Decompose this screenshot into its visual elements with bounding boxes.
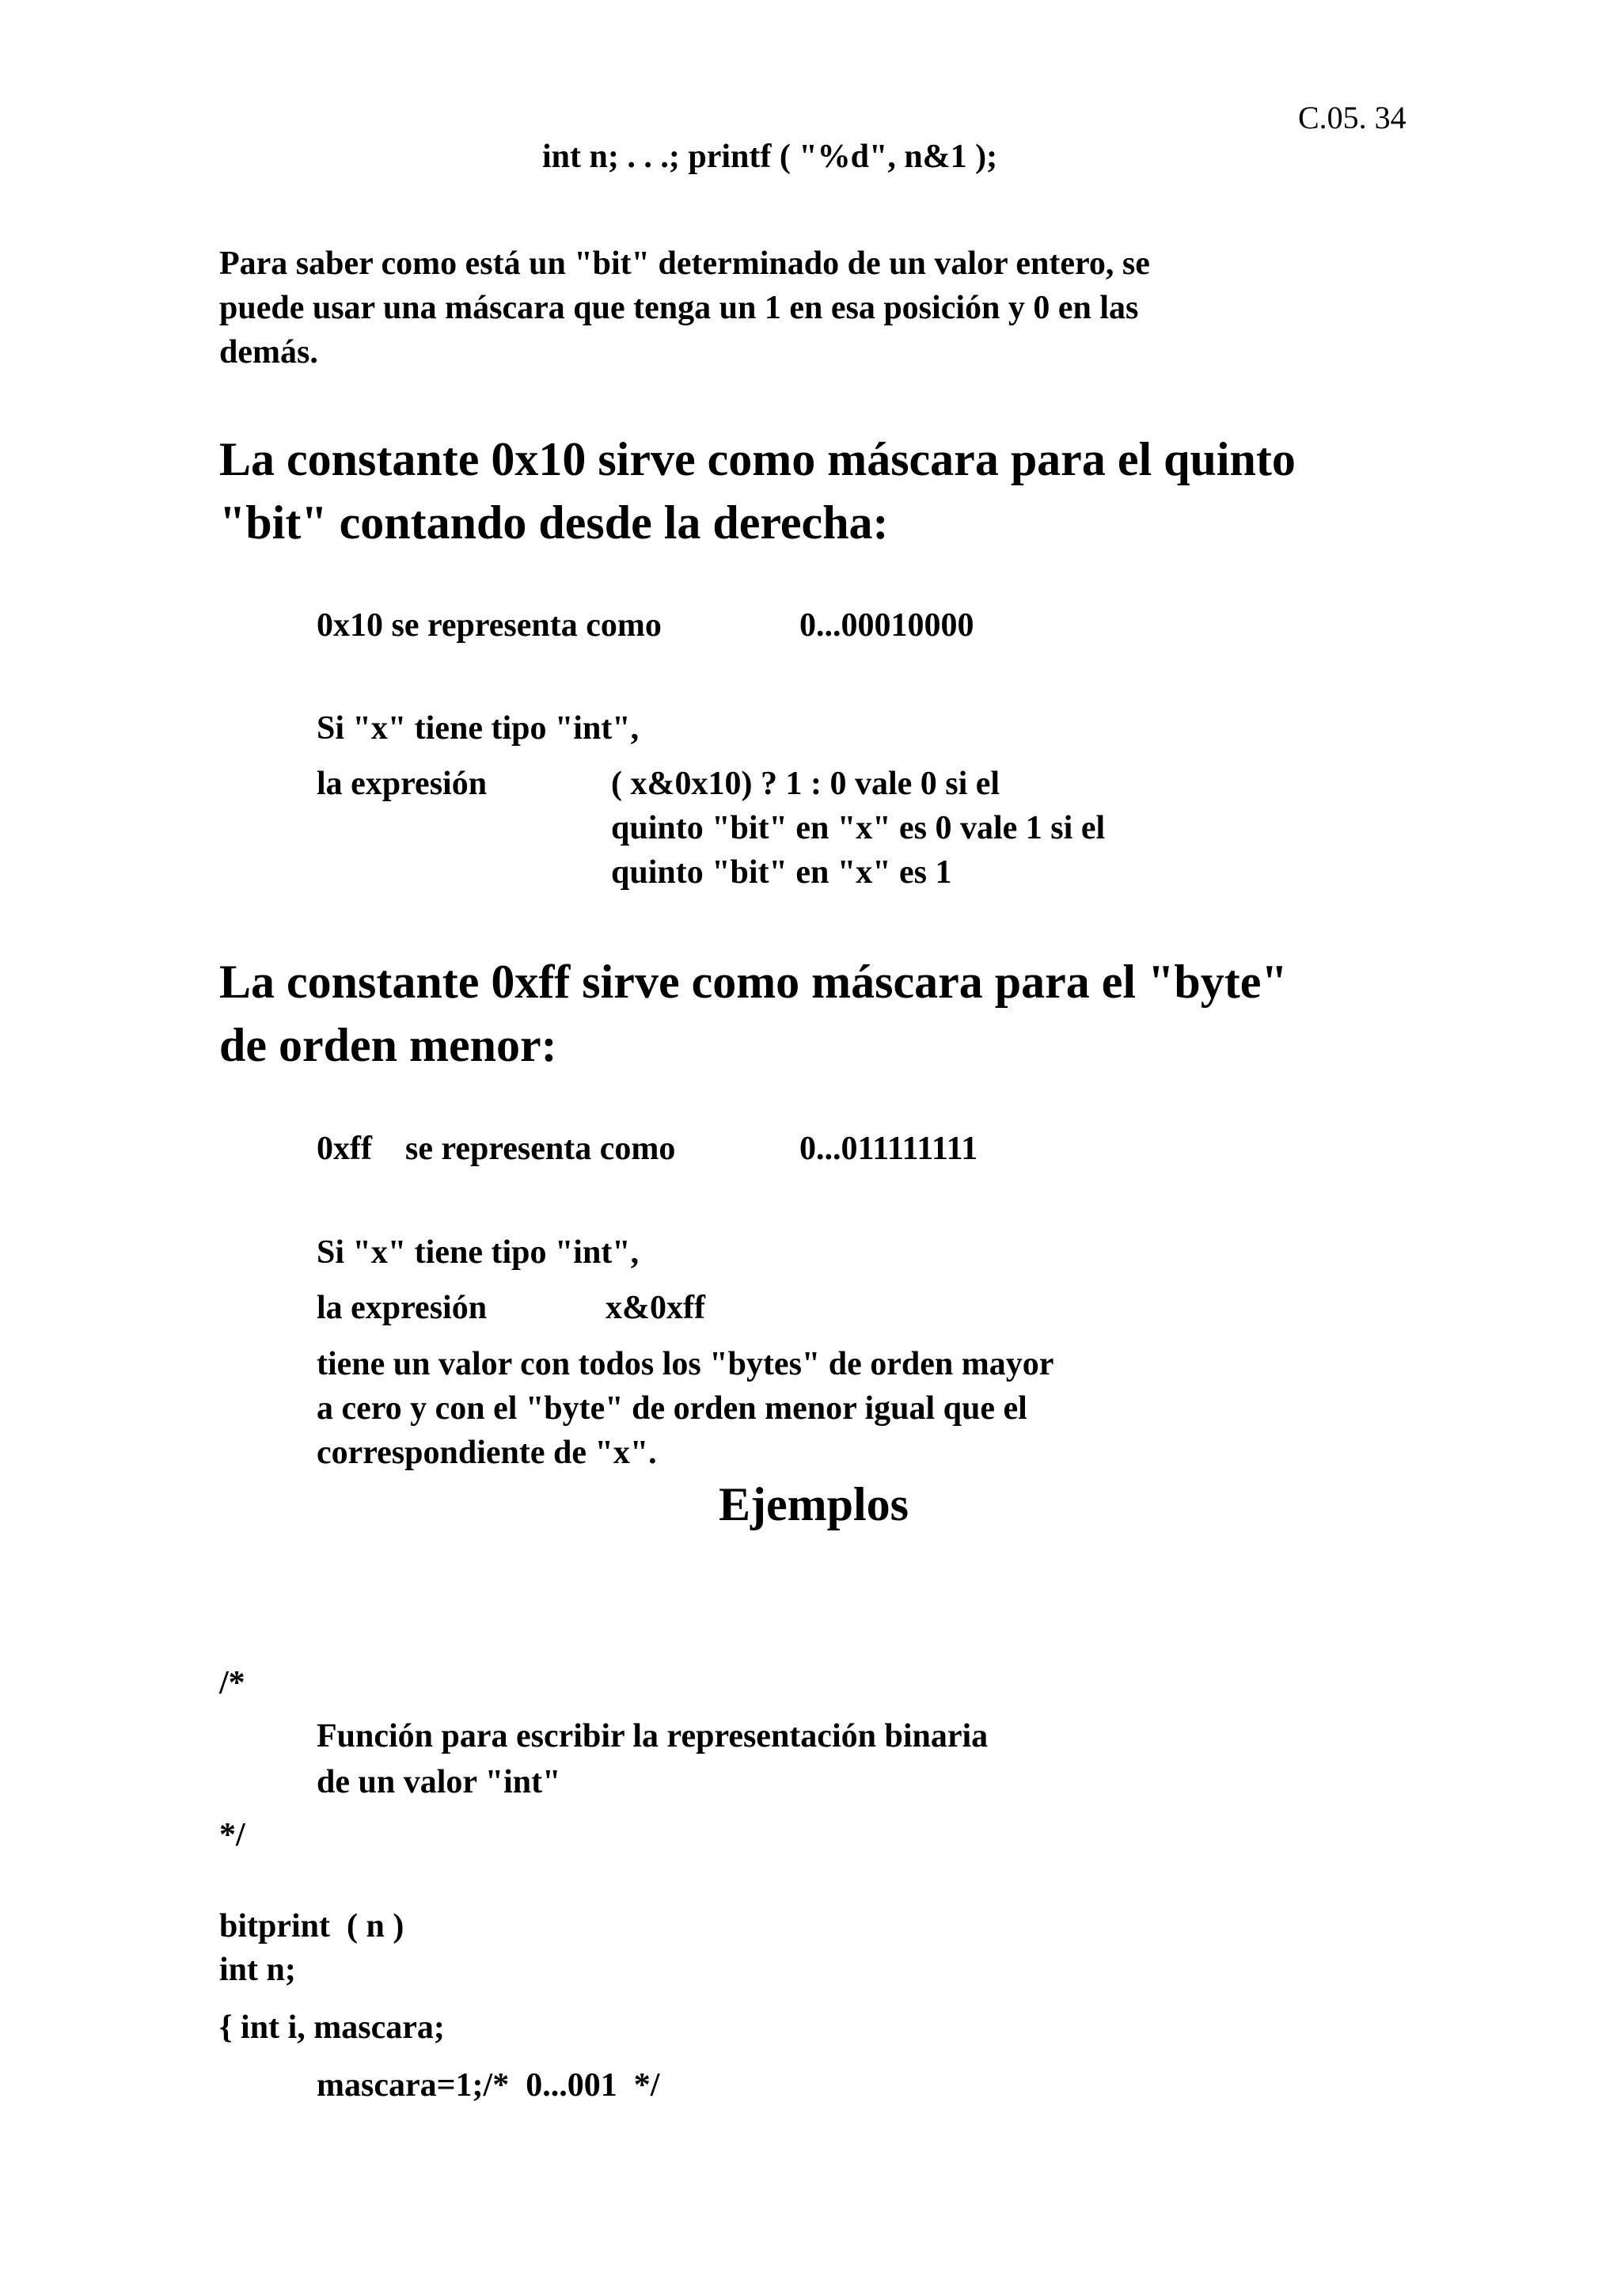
section1-expr-label: la expresión: [317, 766, 488, 802]
section2-repr-value: 0...011111111: [799, 1131, 978, 1167]
section2-desc-line-3: correspondiente de "x".: [317, 1435, 657, 1471]
comment-open: /*: [219, 1665, 245, 1701]
page-number: C.05. 34: [1298, 100, 1407, 135]
code-line-3: { int i, mascara;: [219, 2009, 445, 2046]
comment-close: */: [219, 1817, 245, 1853]
intro-line-3: demás.: [219, 334, 318, 371]
comment-line-2: de un valor "int": [317, 1764, 561, 1800]
section1-repr-value: 0...00010000: [799, 607, 974, 644]
section2-expr-value: x&0xff: [606, 1290, 705, 1326]
section1-expr-line-3: quinto "bit" en "x" es 1: [611, 854, 952, 891]
section1-si-line: Si "x" tiene tipo "int",: [317, 710, 640, 747]
code-line-4: mascara=1;/* 0...001 */: [317, 2067, 660, 2104]
section1-heading-line-2: "bit" contando desde la derecha:: [219, 496, 889, 549]
section2-repr-label: 0xff se representa como: [317, 1131, 676, 1167]
code-line-2: int n;: [219, 1952, 296, 1988]
section1-expr-line-2: quinto "bit" en "x" es 0 vale 1 si el: [611, 810, 1106, 846]
section2-expr-label: la expresión: [317, 1290, 488, 1326]
section2-si-line: Si "x" tiene tipo "int",: [317, 1234, 640, 1271]
section2-heading-line-2: de orden menor:: [219, 1019, 557, 1071]
section1-expr-line-1: ( x&0x10) ? 1 : 0 vale 0 si el: [611, 766, 1000, 802]
section2-desc-line-1: tiene un valor con todos los "bytes" de orden mayor: [317, 1346, 1054, 1382]
intro-line-1: Para saber como está un "bit" determinado de un valor entero, se: [219, 245, 1150, 282]
code-line-1: bitprint ( n ): [219, 1908, 404, 1944]
intro-line-2: puede usar una máscara que tenga un 1 en esa posición y 0 en las: [219, 290, 1139, 326]
examples-heading: Ejemplos: [719, 1478, 909, 1530]
section1-heading-line-1: La constante 0x10 sirve como máscara para el quinto: [219, 433, 1296, 485]
code-snippet-top: int n; . . .; printf ( "%d", n&1 );: [542, 139, 998, 175]
section2-desc-line-2: a cero y con el "byte" de orden menor igual que el: [317, 1390, 1027, 1427]
comment-line-1: Función para escribir la representación binaria: [317, 1718, 989, 1754]
section2-heading-line-1: La constante 0xff sirve como máscara para el "byte": [219, 956, 1288, 1008]
section1-repr-label: 0x10 se representa como: [317, 607, 662, 644]
